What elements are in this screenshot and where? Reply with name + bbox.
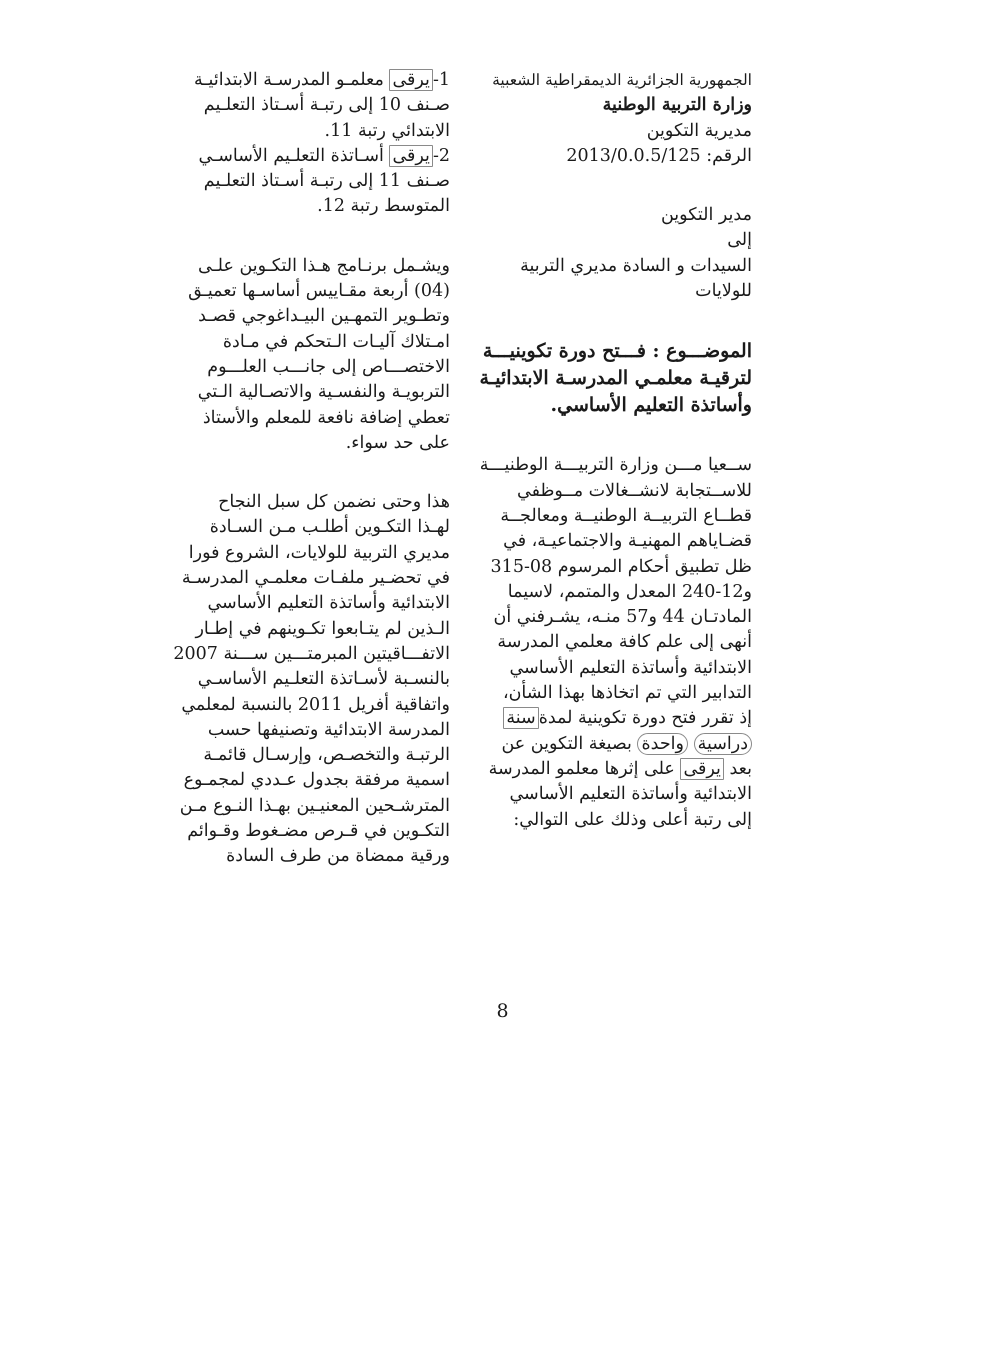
annotated-word: يرقى <box>389 145 432 167</box>
body-line: واتفاقية أفريل 2011 بالنسبة لمعلمي <box>181 694 450 715</box>
body-line <box>488 757 752 782</box>
body-line: المدرسة الابتدائية وتصنيفها حسب <box>207 719 450 740</box>
reference-value: 2013/0.0.5/125 <box>566 145 701 166</box>
body-line: (04) أربعة مقـاييس أساسـها تعميـق <box>188 281 450 302</box>
body-line: الرتبـة والتخصـص، وإرسـال قائمـة <box>203 745 450 766</box>
body-line <box>488 706 752 731</box>
list-item <box>182 144 450 169</box>
reference-number <box>488 144 752 169</box>
list-line: صـنف 10 إلى رتبـة أسـتاذ التعلـيم <box>203 95 450 116</box>
body-line: على حد سواء. <box>345 432 450 453</box>
annotated-word: واحدة <box>637 733 688 755</box>
body-line: ظل تطبيق أحكام المرسوم 08-315 <box>490 556 752 577</box>
subject-line: وأساتذة التعليم الأساسي. <box>550 394 752 417</box>
body-text: إذ تقرر فتح دورة تكوينية لمدة <box>538 708 752 729</box>
list-line: صـنف 11 إلى رتبـة أسـتاذ التعلـيم <box>203 171 450 192</box>
page-number: 8 <box>496 1000 509 1022</box>
republic-name: الجمهورية الجزائرية الديمقراطية الشعبية <box>492 71 752 89</box>
body-line: وتطـوير التمهـين البيـداغوجي قصـد <box>198 306 450 327</box>
list-number: 1- <box>432 70 450 90</box>
body-line: اسمية مرفقة بجدول عـددي لمجمـوع <box>183 770 450 791</box>
sender: مدير التكوين <box>660 205 752 226</box>
recipients: السيدات و السادة مديري التربية <box>520 255 752 276</box>
body-line: المادتـان 44 و57 منـه، يشـرفني أن <box>493 607 752 628</box>
subject-line: الموضـــوع : فـــتح دورة تكوينيـــة <box>482 340 752 363</box>
body-line: الابتدائية وأساتذة التعليم الأساسي <box>509 657 752 678</box>
subject <box>479 338 752 419</box>
body-line: و12-240 المعدل والمتمم، لاسيما <box>507 581 752 602</box>
body-line: قطــاع التربيــة الوطنيــة ومعالجــة <box>500 505 752 526</box>
ministry-name: وزارة التربية الوطنية <box>602 95 752 116</box>
list-line: المتوسط رتبة 12. <box>317 196 450 217</box>
program-paragraph <box>182 254 450 456</box>
reference-label: الرقم: <box>706 145 752 166</box>
list-line: الابتدائي رتبة 11. <box>324 120 450 141</box>
directorate-name: مديرية التكوين <box>646 120 752 141</box>
body-line: للاســتجابة لانشــغالات مــوظفي <box>517 480 752 501</box>
body-text: بعد <box>729 758 752 779</box>
body-line: الـذين لم يتـابعوا تكـوينهم في إطـار <box>195 618 450 639</box>
annotated-word: سنة <box>503 707 538 729</box>
list-text: معلمـو المدرسـة الابتدائيـة <box>194 70 384 90</box>
body-line: في تحضـير ملفـات معلمـي المدرسـة <box>181 568 450 589</box>
annotated-word: يرقى <box>680 758 723 780</box>
body-line: تعطي إضافة نافعة للمعلم والأستاذ <box>202 407 450 428</box>
body-line: قضـاياهم المهنيـة والاجتماعيـة، في <box>503 531 752 552</box>
list-number: 2- <box>432 145 450 166</box>
body-line: ويشـمل برنـامج هـذا التكـوين علـى <box>197 255 450 276</box>
body-line: التدابير التي تم اتخاذها بهذا الشأن، <box>502 683 752 704</box>
to-label: إلى <box>727 230 752 251</box>
body-paragraph <box>479 453 752 832</box>
annotated-word: يرقى <box>389 69 432 91</box>
body-line: ســعيا مـــن وزارة التربيـــة الوطنيـــة <box>479 455 752 476</box>
body-line: التكـوين في قـرص مضـغوط وقـوائم <box>187 821 450 842</box>
promotion-list <box>182 68 450 220</box>
body-line: أنهى إلى علم كافة معلمي المدرسة <box>497 632 752 653</box>
body-line: الابتدائية وأساتذة التعليم الأساسي <box>207 593 450 614</box>
left-column <box>173 68 450 870</box>
body-text: على إثرها معلمو المدرسة <box>488 758 675 779</box>
body-line: الاختصـــاص إلى جانـــب العلـــوم <box>207 356 450 377</box>
body-line <box>488 732 752 757</box>
body-line: إلى رتبة أعلى وذلك على التوالي: <box>513 809 752 830</box>
body-text: بصيغة التكوين عن <box>501 733 632 754</box>
recipients-cont: للولايات <box>695 281 752 302</box>
list-item <box>182 68 450 93</box>
body-line: الاتفـــاقيتين المبرمتـــين ســـنة 2007 <box>173 643 450 664</box>
body-line: مديري التربية للولايات، الشروع فورا <box>188 542 450 563</box>
body-line: بالنسـبة لأسـاتذة التعلـيم الأساسـي <box>197 669 450 690</box>
body-line: ورقية ممضاة من طرف السادة <box>226 846 450 867</box>
body-line: التربويـة والنفسـية والاتصـالية الـتي <box>197 382 450 403</box>
annotated-word: دراسية <box>694 733 752 755</box>
body-line: المترشـحين المعنيـين بهـذا النـوع مـن <box>179 795 450 816</box>
subject-line: لترقيـة معلمـي المدرسـة الابتدائيـة <box>479 367 752 390</box>
list-text: أسـاتذة التعلـيم الأساسـي <box>198 145 384 166</box>
body-line: امـتلاك آليـات الـتحكم في مـادة <box>222 331 450 352</box>
body-line: الابتدائية وأساتذة التعليم الأساسي <box>509 784 752 805</box>
right-column <box>479 68 752 833</box>
request-paragraph <box>173 490 450 869</box>
body-line: هذا وحتى نضمن كل سبل النجاح <box>218 492 450 513</box>
body-line: لهـذا التكـوين أطلـب مـن السـادة <box>209 517 450 538</box>
